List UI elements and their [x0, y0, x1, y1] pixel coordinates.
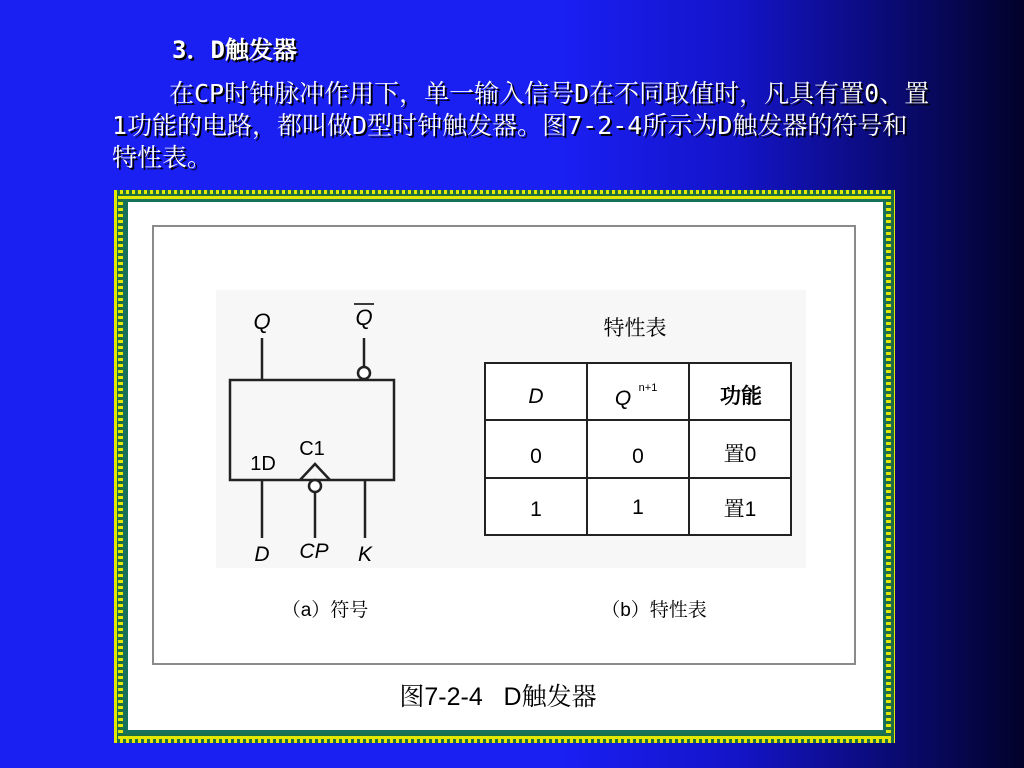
qbar-inversion-bubble	[358, 367, 370, 379]
row1-function: 置0	[723, 443, 757, 466]
row2-q: 1	[632, 496, 644, 519]
clock-inversion-bubble	[309, 480, 321, 492]
caption-symbol: （a）符号	[281, 600, 369, 621]
row1-d: 0	[530, 445, 542, 468]
figure-caption: 图7-2-4 D触发器	[399, 683, 597, 711]
header-function: 功能	[720, 385, 762, 408]
cp-pin-label: CP	[299, 540, 329, 563]
row1-q: 0	[632, 445, 644, 468]
header-d: D	[528, 385, 544, 408]
intro-paragraph: 在CP时钟脉冲作用下，单一输入信号D在不同取值时，凡具有置0、置1功能的电路，都叫做D型时钟触发器。图7-2-4所示为D触发器的符号和特性表。	[112, 79, 930, 172]
caption-table: （b）特性表	[601, 600, 707, 621]
k-pin-label: K	[357, 543, 373, 566]
table-title: 特性表	[603, 317, 667, 340]
header-q-superscript: n+1	[638, 382, 658, 394]
section-heading: 3．D触发器	[172, 36, 297, 64]
d-pin-label: D	[254, 543, 270, 566]
header-q: Q	[614, 387, 632, 410]
c1-label: C1	[299, 438, 325, 460]
qbar-label: Q	[355, 305, 373, 330]
d-input-label: 1D	[250, 453, 276, 475]
row2-d: 1	[530, 498, 542, 521]
row2-function: 置1	[723, 498, 757, 521]
q-label: Q	[253, 309, 271, 334]
figure-panel	[128, 202, 883, 730]
figure-svg	[128, 202, 883, 730]
